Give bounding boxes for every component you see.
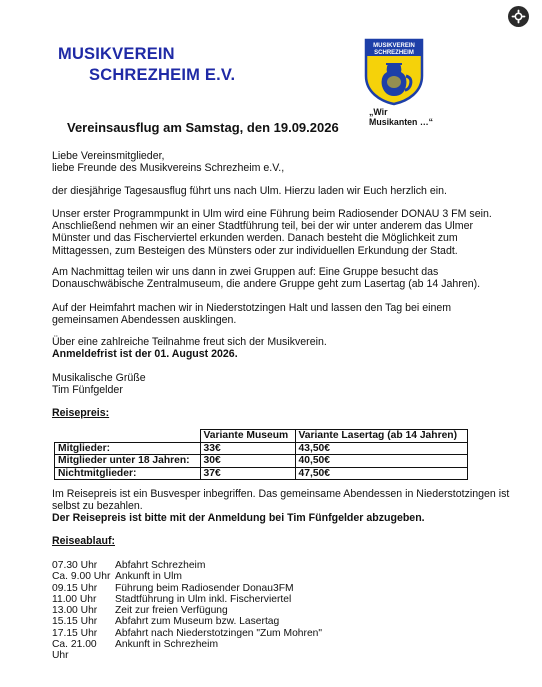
organization-name-line1: MUSIKVEREIN [58,45,175,63]
signature: Tim Fünfgelder [52,384,123,397]
gear-icon[interactable] [508,6,529,27]
list-item: 09.15 Uhr Führung beim Radiosender Donau3FM [52,582,294,594]
closing-paragraph: Über eine zahlreiche Teilnahme freut sich der Musikverein. Anmeldefrist ist der 01. August 2026. [52,336,502,360]
table-row [55,467,468,480]
table-cell: 37€ [200,467,295,480]
afternoon-paragraph: Am Nachmittag teilen wir uns dann in zwei Gruppen auf: Eine Gruppe besucht das Donauschwäbische Zentralmuseum, die andere Gruppe geht zum Lasertag (ab 14 Jahren). [52,266,481,291]
intro-paragraph: der diesjährige Tagesausflug führt uns nach Ulm. Hierzu laden wir Euch herzlich ein. [52,185,447,197]
list-item: 13.00 Uhr Zeit zur freien Verfügung [52,605,228,617]
program-paragraph: Unser erster Programmpunkt in Ulm wird eine Führung beim Radiosender DONAU 3 FM sein. Anschließend nehmen wir an einer Stadtführung teil, bei der wir unter anderem das Ulmer Münster und das Fischerviertel erkunden werden. Danach besteht die Möglichkeit zum Mittagessen, zum Besteigen des Münsters oder zur individuellen Erkundung der Stadt. [52,208,492,257]
list-item: 17.15 Uhr Abfahrt nach Niederstotzingen "Zum Mohren" [52,627,323,639]
table-row [55,455,468,468]
price-table [54,429,468,480]
table-cell: 47,50€ [295,467,467,480]
organization-name-line2: SCHREZHEIM E.V. [89,66,236,84]
table-cell: Mitglieder unter 18 Jahren: [55,455,201,468]
table-cell: Nichtmitglieder: [55,467,201,480]
table-row [55,442,468,455]
list-item: 15.15 Uhr Abfahrt zum Museum bzw. Lasertag [52,616,280,628]
list-item: 07.30 Uhr Abfahrt Schrezheim [52,560,206,571]
table-cell: 43,50€ [295,442,467,455]
list-item: Ca. 9.00 Uhr Ankunft in Ulm [52,571,182,583]
return-paragraph: Auf der Heimfahrt machen wir in Niederstotzingen Halt und lassen den Tag bei einem gemeinsamen Abendessen ausklingen. [52,302,452,327]
schedule-list [52,560,322,662]
table-header-cell: Variante Lasertag (ab 14 Jahren) [295,430,467,443]
price-heading: Reisepreis: [52,407,110,419]
table-cell: 33€ [200,442,295,455]
table-header-row [55,430,468,443]
list-item: Ca. 21.00 Uhr Ankunft in Schrezheim [52,639,219,662]
table-cell: 40,50€ [295,455,467,468]
club-motto: „Wir Musikanten …“ [369,107,434,127]
price-note: Im Reisepreis ist ein Busvesper inbegriffen. Das gemeinsame Abendessen in Niederstotzingen ist selbst zu bezahlen. Der Reisepreis ist bitte mit der Anmeldung bei Tim Fünfgelder abzugeben. [52,488,512,525]
payment-note: Der Reisepreis ist bitte mit der Anmeldung bei Tim Fünfgelder abzugeben. [52,512,425,525]
svg-text:MUSIKVEREIN: MUSIKVEREIN [373,43,415,49]
registration-deadline: Anmeldefrist ist der 01. August 2026. [52,348,238,361]
greeting: Liebe Vereinsmitglieder, liebe Freunde des Musikvereins Schrezheim e.V., [52,150,285,175]
regards-block: Musikalische Grüße Tim Fünfgelder [52,372,502,396]
schedule-heading: Reiseablauf: [52,535,115,547]
table-header-cell: Variante Museum [200,430,295,443]
table-cell: 30€ [200,455,295,468]
table-cell: Mitglieder: [55,442,201,455]
list-item: 11.00 Uhr Stadtführung in Ulm inkl. Fischerviertel [52,593,292,605]
svg-text:SCHREZHEIM: SCHREZHEIM [374,50,414,56]
document-title: Vereinsausflug am Samstag, den 19.09.2026 [67,120,339,135]
table-header-cell [55,430,201,443]
club-logo [364,38,424,106]
